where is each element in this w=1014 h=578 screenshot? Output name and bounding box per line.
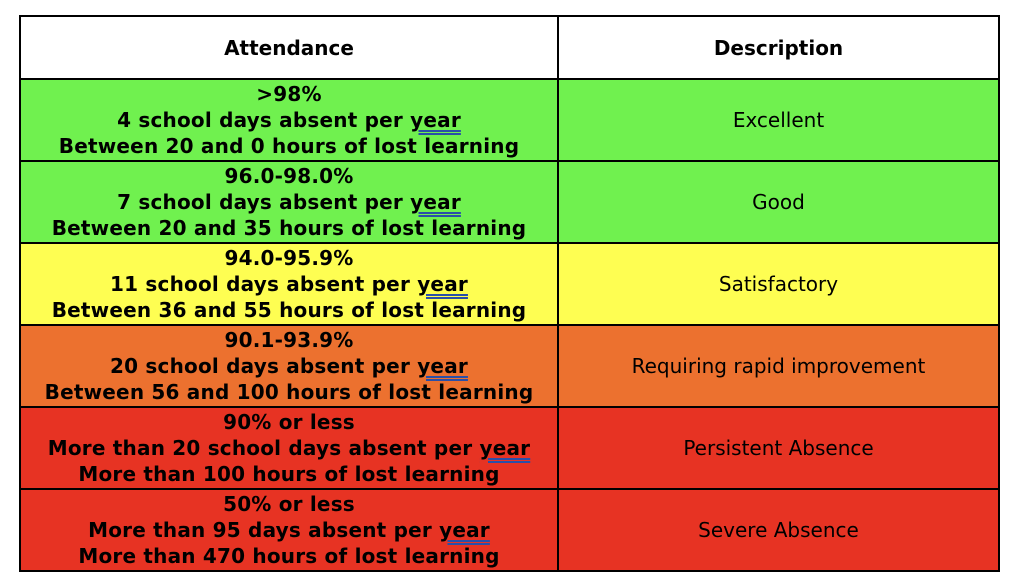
attendance-cell [20,243,558,325]
description-header: Description [558,16,999,79]
hours-lost: Between 56 and 100 hours of lost learning [44,380,534,404]
attendance-cell [20,161,558,243]
attendance-cell [20,489,558,571]
days-absent-text: 4 school days absent per [117,108,411,132]
year-word: year [410,108,461,132]
attendance-table [19,15,1000,572]
year-word: year [479,436,531,460]
description-cell: Excellent [558,79,999,161]
attendance-range: 50% or less [223,492,355,516]
description-cell: Severe Absence [558,489,999,571]
table-row [20,79,999,161]
description-cell: Persistent Absence [558,407,999,489]
days-absent-text: 7 school days absent per [117,190,411,214]
days-absent-text: More than 20 school days absent per [47,436,480,460]
days-absent-text: More than 95 days absent per [88,518,440,542]
header-row [20,16,999,79]
hours-lost: Between 36 and 55 hours of lost learning [51,298,527,322]
days-absent [21,271,557,297]
attendance-range: 90% or less [223,410,355,434]
days-absent [21,353,557,379]
table-row [20,243,999,325]
hours-lost: Between 20 and 0 hours of lost learning [58,134,520,158]
days-absent [21,517,557,543]
attendance-header: Attendance [20,16,558,79]
attendance-cell [20,79,558,161]
description-cell: Requiring rapid improvement [558,325,999,407]
days-absent [21,189,557,215]
hours-lost: Between 20 and 35 hours of lost learning [51,216,527,240]
table-row [20,407,999,489]
table-row [20,161,999,243]
hours-lost: More than 100 hours of lost learning [78,462,500,486]
days-absent-text: 11 school days absent per [110,272,418,296]
days-absent-text: 20 school days absent per [110,354,418,378]
year-word: year [439,518,490,542]
hours-lost: More than 470 hours of lost learning [78,544,500,568]
description-cell: Satisfactory [558,243,999,325]
table-row [20,325,999,407]
year-word: year [417,272,468,296]
description-cell: Good [558,161,999,243]
attendance-cell [20,325,558,407]
year-word: year [410,190,461,214]
attendance-range: 90.1-93.9% [224,328,354,352]
attendance-range: 94.0-95.9% [224,246,354,270]
attendance-range: 96.0-98.0% [224,164,354,188]
days-absent [21,435,557,461]
year-word: year [417,354,468,378]
days-absent [21,107,557,133]
attendance-range: >98% [256,82,322,106]
table-row [20,489,999,571]
attendance-cell [20,407,558,489]
